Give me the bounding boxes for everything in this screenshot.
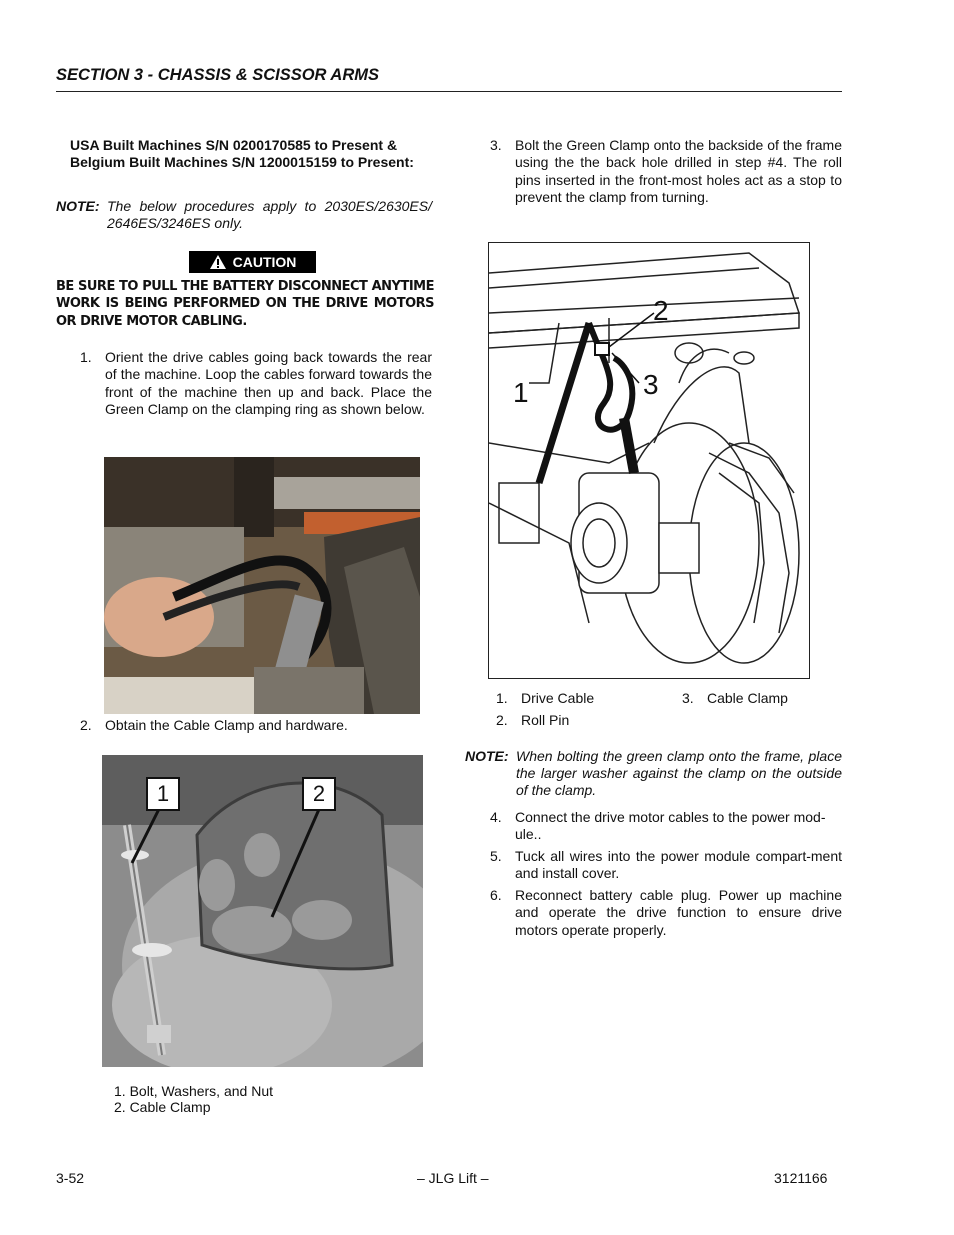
legend-num: 2.: [496, 712, 508, 728]
drawing-label-3: 3: [643, 369, 659, 400]
legend-text: Drive Cable: [521, 690, 595, 706]
drawing-label-2: 2: [653, 295, 669, 326]
step-text: Reconnect battery cable plug. Power up machine and operate the drive function to ensure drive motors operate properly.: [515, 887, 842, 938]
warning-triangle-icon: [209, 254, 227, 270]
page-number: 3-52: [56, 1170, 85, 1186]
note-models: [56, 198, 432, 234]
note-text: The below procedures apply to 2030ES/2630ES/ 2646ES/3246ES only.: [107, 198, 432, 231]
note-label: NOTE:: [56, 198, 100, 214]
caution-text: BE SURE TO PULL THE BATTERY DISCONNECT ANYTIME WORK IS BEING PERFORMED ON THE DRIVE MOTORS OR DRIVE MOTOR CABLING.: [56, 279, 434, 329]
step-5: [490, 848, 842, 884]
step-3: [490, 137, 842, 209]
heading-line-2: Belgium Built Machines S/N 1200015159 to Present:: [70, 154, 414, 170]
figure-2-caption: [114, 1083, 273, 1115]
step-number: 1.: [80, 349, 92, 365]
applicability-heading: [70, 137, 440, 171]
step-text: Tuck all wires into the power module compart-ment and install cover.: [515, 848, 842, 882]
photo-cable-clamp-hardware: [102, 755, 423, 1067]
figure-3-legend: [496, 687, 842, 731]
drawing-label-1: 1: [513, 377, 529, 408]
callout-1: 1: [146, 777, 180, 811]
step-number: 4.: [490, 809, 502, 825]
legend-text: Cable Clamp: [707, 690, 788, 706]
photo-cable-routing: [104, 457, 420, 714]
section-title: SECTION 3 - CHASSIS & SCISSOR ARMS: [56, 66, 380, 84]
step-text: Connect the drive motor cables to the power mod-ule..: [515, 809, 826, 843]
heading-line-1: USA Built Machines S/N 0200170585 to Present &: [70, 137, 398, 153]
legend-text: Roll Pin: [521, 712, 570, 728]
step-number: 6.: [490, 887, 502, 903]
drawing-clamp-installed: [488, 242, 810, 679]
page-header: [56, 64, 842, 92]
step-6: [490, 887, 842, 941]
note-label: NOTE:: [465, 748, 509, 764]
caution-label: CAUTION: [232, 254, 297, 270]
step-number: 5.: [490, 848, 502, 864]
caption-item-1: 1. Bolt, Washers, and Nut: [114, 1083, 273, 1099]
document-number: 3121166: [774, 1170, 828, 1186]
footer-brand: – JLG Lift –: [417, 1170, 489, 1186]
note-text: When bolting the green clamp onto the frame, place the larger washer against the clamp on the outside of the clamp.: [516, 748, 842, 798]
step-text: Obtain the Cable Clamp and hardware.: [105, 717, 348, 733]
legend-num: 3.: [682, 690, 694, 706]
legend-num: 1.: [496, 690, 508, 706]
note-washer: [465, 748, 842, 802]
step-number: 2.: [80, 717, 92, 733]
step-text: Bolt the Green Clamp onto the backside of the frame using the the back hole drilled in step #4. The roll pins inserted in the front-most holes act as a stop to prevent the clamp from turning.: [515, 137, 842, 205]
step-number: 3.: [490, 137, 502, 153]
step-4: [490, 809, 842, 845]
callout-2: 2: [302, 777, 336, 811]
step-1: [80, 349, 432, 439]
caution-badge: [189, 251, 316, 273]
step-text: Orient the drive cables going back towards the rear of the machine. Loop the cables forward towards the front of the machine then up and back. Place the Green Clamp on the clamping ring as shown below.: [105, 349, 432, 417]
caption-item-2: 2. Cable Clamp: [114, 1099, 211, 1115]
step-2: [80, 717, 432, 737]
